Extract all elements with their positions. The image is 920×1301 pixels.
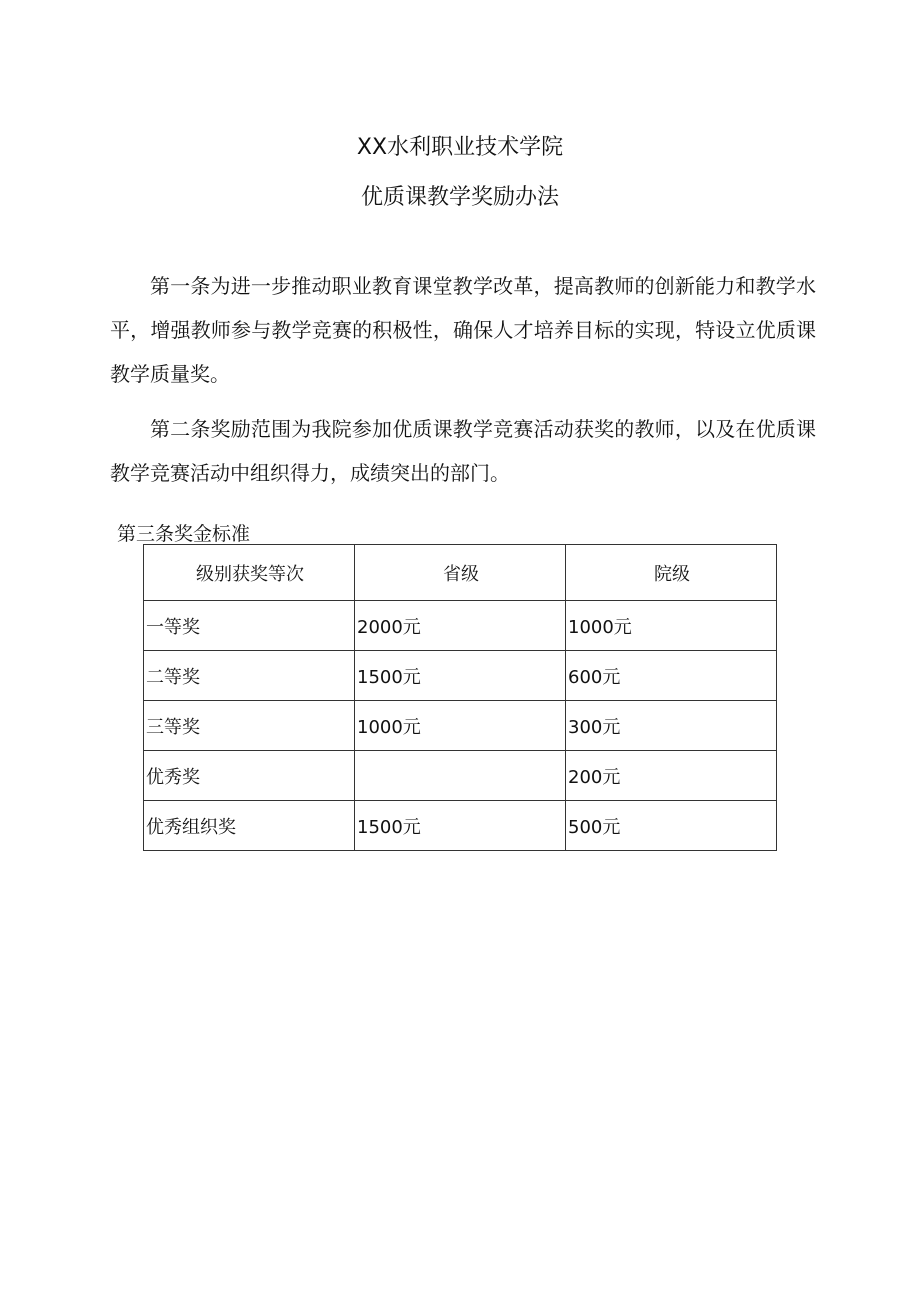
table-row [144, 651, 777, 701]
college-amount-cell: 500元 [566, 801, 777, 851]
award-level-cell: 一等奖 [144, 601, 355, 651]
college-amount-cell: 300元 [566, 701, 777, 751]
provincial-amount-cell: 1500元 [355, 651, 566, 701]
table-row [144, 601, 777, 651]
table-row [144, 751, 777, 801]
article-1-paragraph: 第一条为进一步推动职业教育课堂教学改革，提高教师的创新能力和教学水平，增强教师参与教学竞赛的积极性，确保人才培养目标的实现，特设立优质课教学质量奖。 [110, 274, 816, 386]
header-award-level: 级别获奖等次 [144, 545, 355, 601]
provincial-amount-cell: 1000元 [355, 701, 566, 751]
award-level-cell: 优秀奖 [144, 751, 355, 801]
table-header-row [144, 545, 777, 601]
table-row [144, 701, 777, 751]
article-3-label: 第三条奖金标准 [117, 523, 251, 545]
college-amount-cell: 200元 [566, 751, 777, 801]
award-level-cell: 三等奖 [144, 701, 355, 751]
table-row [144, 801, 777, 851]
award-level-cell: 优秀组织奖 [144, 801, 355, 851]
provincial-amount-cell [355, 751, 566, 801]
college-amount-cell: 600元 [566, 651, 777, 701]
header-provincial: 省级 [355, 545, 566, 601]
header-college: 院级 [566, 545, 777, 601]
award-level-cell: 二等奖 [144, 651, 355, 701]
document-title-policy: 优质课教学奖励办法 [360, 185, 559, 210]
award-standard-table [143, 544, 777, 851]
provincial-amount-cell: 1500元 [355, 801, 566, 851]
document-title-institution: XX水利职业技术学院 [356, 135, 564, 160]
article-2-paragraph: 第二条奖励范围为我院参加优质课教学竞赛活动获奖的教师，以及在优质课教学竞赛活动中组织得力，成绩突出的部门。 [110, 417, 816, 485]
provincial-amount-cell: 2000元 [355, 601, 566, 651]
college-amount-cell: 1000元 [566, 601, 777, 651]
